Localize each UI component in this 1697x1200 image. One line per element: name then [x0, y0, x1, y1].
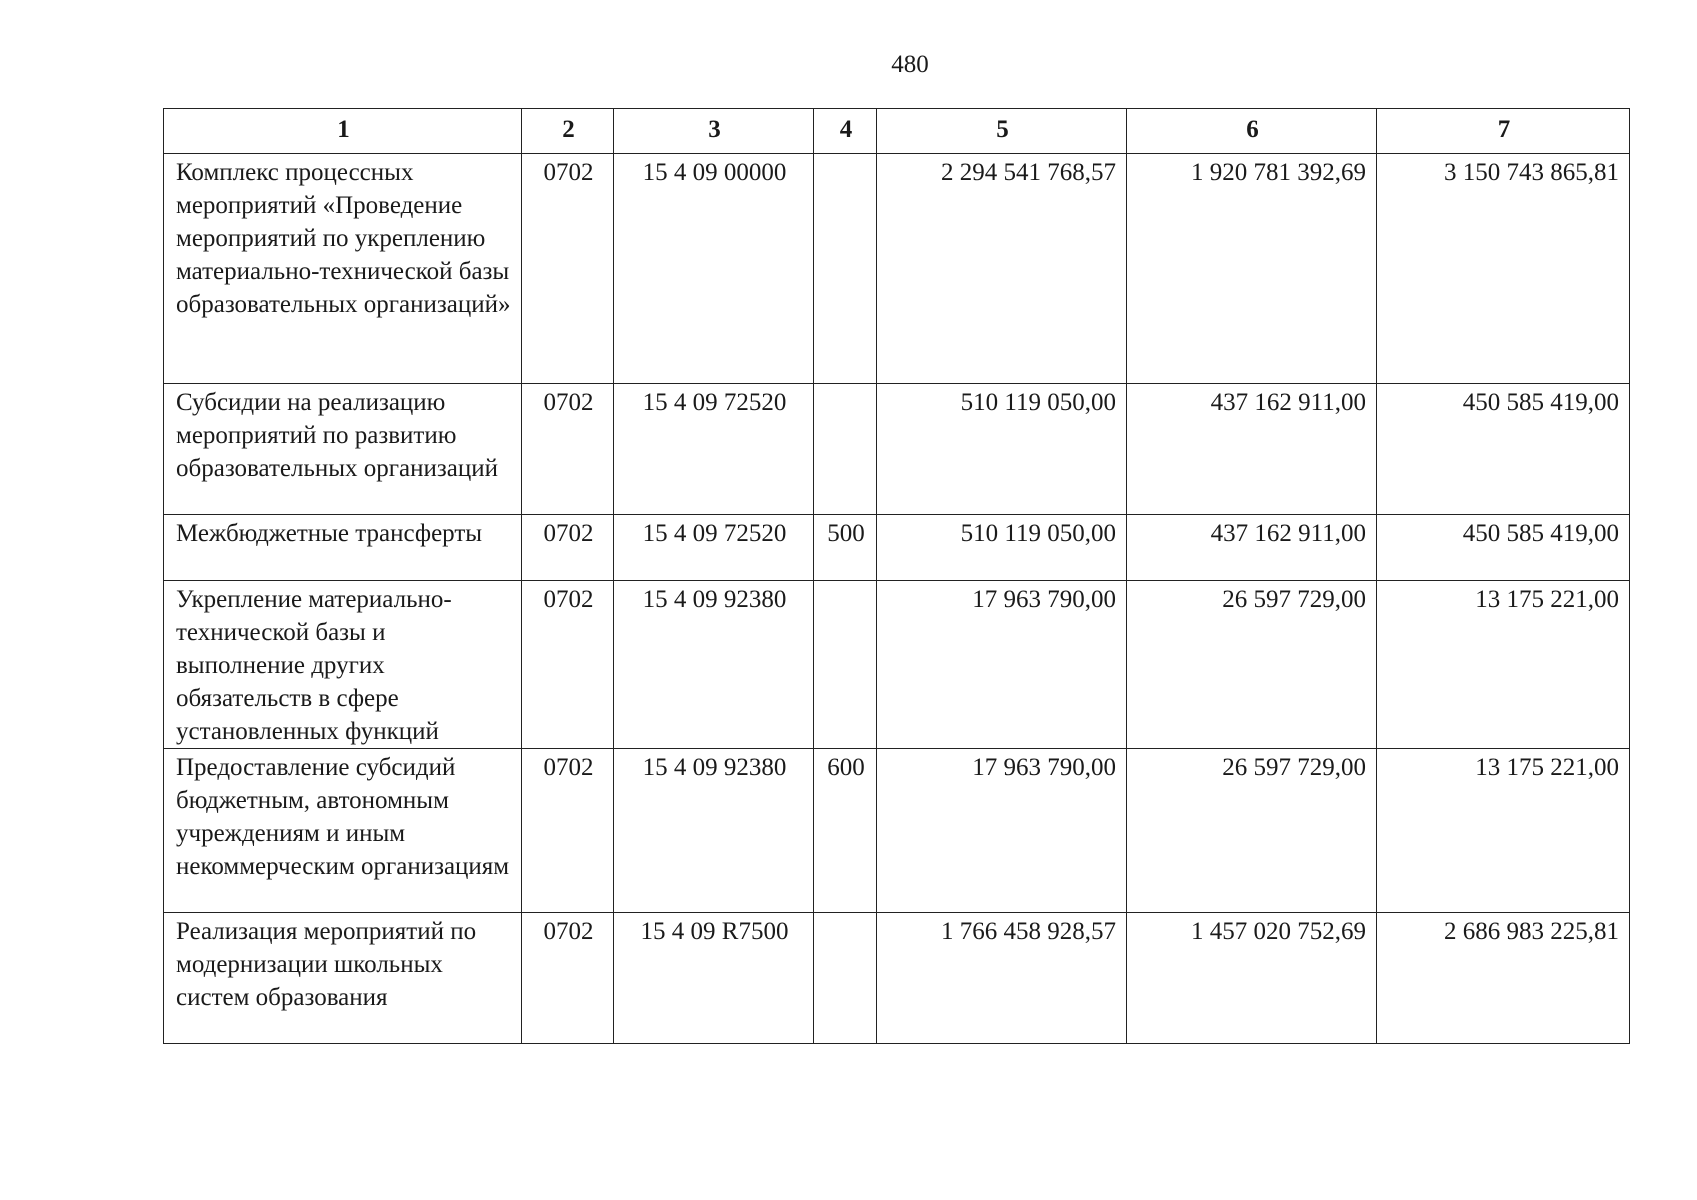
column-header-6: 6	[1127, 109, 1377, 154]
section-code: 0702	[522, 749, 614, 913]
amount-col6: 26 597 729,00	[1127, 581, 1377, 749]
amount-col5: 510 119 050,00	[877, 384, 1127, 515]
target-code: 15 4 09 92380	[614, 581, 814, 749]
amount-col5: 510 119 050,00	[877, 515, 1127, 581]
expense-type	[814, 581, 877, 749]
column-header-5: 5	[877, 109, 1127, 154]
amount-col6: 1 920 781 392,69	[1127, 154, 1377, 384]
column-header-4: 4	[814, 109, 877, 154]
amount-col7: 3 150 743 865,81	[1377, 154, 1630, 384]
row-name: Предоставление субсидий бюджетным, автономным учреждениям и иным некоммерческим организациям	[164, 749, 522, 913]
header-row	[164, 109, 1630, 154]
table-row	[164, 154, 1630, 384]
table-row	[164, 913, 1630, 1044]
amount-col7: 450 585 419,00	[1377, 515, 1630, 581]
amount-col5: 2 294 541 768,57	[877, 154, 1127, 384]
expense-type: 500	[814, 515, 877, 581]
target-code: 15 4 09 R7500	[614, 913, 814, 1044]
row-name: Укрепление материально-технической базы и выполнение других обязательств в сфере установленных функций	[164, 581, 522, 749]
table-row	[164, 581, 1630, 749]
row-name: Комплекс процессных мероприятий «Проведение мероприятий по укреплению материально-технической базы образовательных организаций»	[164, 154, 522, 384]
row-name: Субсидии на реализацию мероприятий по развитию образовательных организаций	[164, 384, 522, 515]
expense-type	[814, 913, 877, 1044]
section-code: 0702	[522, 581, 614, 749]
target-code: 15 4 09 00000	[614, 154, 814, 384]
page-number: 480	[891, 51, 929, 78]
section-code: 0702	[522, 384, 614, 515]
table-row	[164, 749, 1630, 913]
section-code: 0702	[522, 154, 614, 384]
amount-col7: 2 686 983 225,81	[1377, 913, 1630, 1044]
column-header-3: 3	[614, 109, 814, 154]
amount-col6: 437 162 911,00	[1127, 515, 1377, 581]
amount-col7: 450 585 419,00	[1377, 384, 1630, 515]
section-code: 0702	[522, 515, 614, 581]
target-code: 15 4 09 72520	[614, 384, 814, 515]
amount-col5: 17 963 790,00	[877, 581, 1127, 749]
amount-col7: 13 175 221,00	[1377, 581, 1630, 749]
target-code: 15 4 09 72520	[614, 515, 814, 581]
section-code: 0702	[522, 913, 614, 1044]
amount-col7: 13 175 221,00	[1377, 749, 1630, 913]
table-row	[164, 515, 1630, 581]
column-header-7: 7	[1377, 109, 1630, 154]
amount-col6: 26 597 729,00	[1127, 749, 1377, 913]
amount-col5: 1 766 458 928,57	[877, 913, 1127, 1044]
budget-table	[163, 108, 1630, 1044]
target-code: 15 4 09 92380	[614, 749, 814, 913]
expense-type	[814, 384, 877, 515]
amount-col6: 437 162 911,00	[1127, 384, 1377, 515]
column-header-1: 1	[164, 109, 522, 154]
expense-type	[814, 154, 877, 384]
row-name: Межбюджетные трансферты	[164, 515, 522, 581]
amount-col6: 1 457 020 752,69	[1127, 913, 1377, 1044]
table-row	[164, 384, 1630, 515]
expense-type: 600	[814, 749, 877, 913]
column-header-2: 2	[522, 109, 614, 154]
row-name: Реализация мероприятий по модернизации школьных систем образования	[164, 913, 522, 1044]
amount-col5: 17 963 790,00	[877, 749, 1127, 913]
